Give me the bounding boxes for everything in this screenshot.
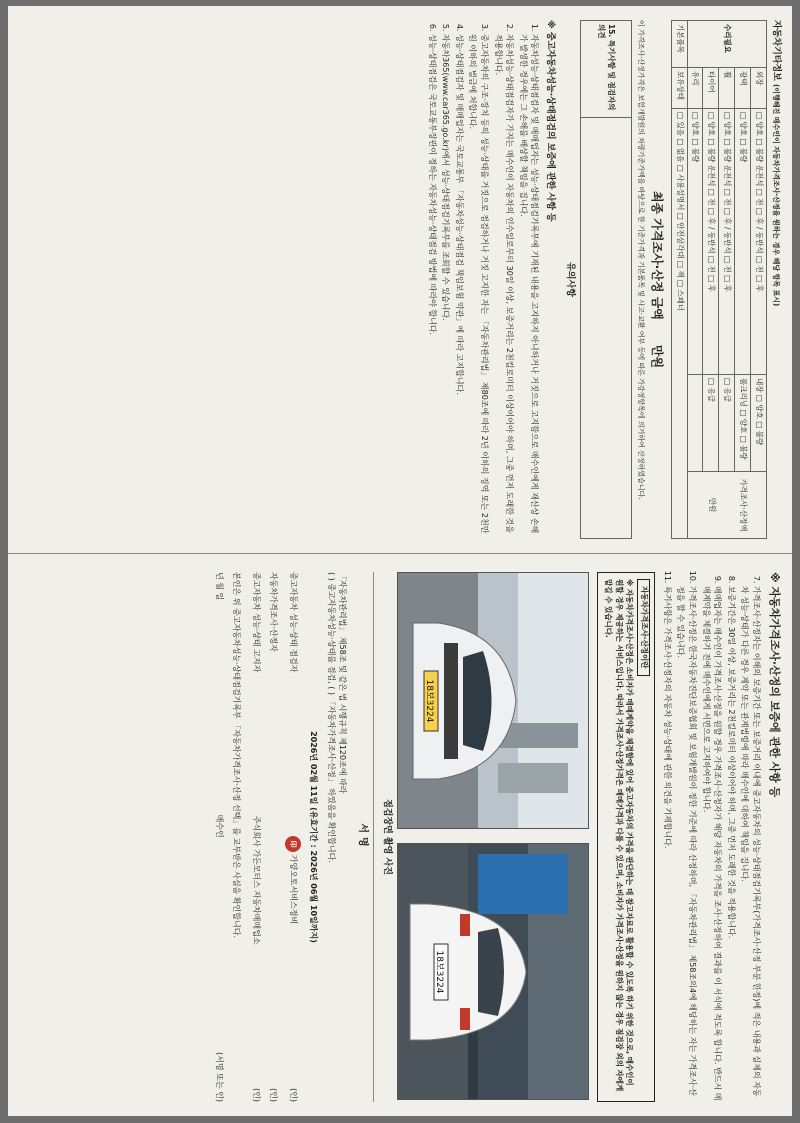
row-options: □ 양호 □ 불량 운전석 □ 전 □ 후 / 동반석 □ 전 □ 후: [751, 109, 767, 375]
table-row: [703, 21, 719, 539]
receipt-date: 년 월 일: [214, 572, 224, 601]
list-item: 11. 특기사항은 가격조사·산정자의 자동차 성능·상태에 관한 의견을 기재합니다.: [661, 586, 673, 1102]
list-item: 10. 가격조사·산정은 한국자동차진단보증협회 및 보험개발원이 정한 기준에 따라 산정하며, 「자동차관리법」 제58조의4에 해당하는 자는 가격조사·산정을 할 수 있습니다.: [675, 586, 698, 1102]
row-name: 타이어: [703, 68, 719, 109]
row-name: 보유상태: [671, 68, 687, 109]
special-notes-table: [580, 20, 632, 539]
signature-law: 「자동차관리법」 제58조 및 같은 법 시행규칙 제120조에 따라: [338, 572, 348, 794]
plate-text-front: 18보3224: [423, 679, 434, 723]
other-info-note: (이행해진 매수인이 자동차가격조사·산정을 원하는 경우 해당 항목 표시): [772, 84, 780, 307]
price-cell: [687, 472, 766, 539]
row-extra: □ 응급: [719, 375, 735, 472]
special-notes-label: 15. 특기사항 및 점검자의 의견: [580, 21, 631, 118]
list-item: 3. 중고자동차의 구조·장치 등의 성능·상태를 거짓으로 점검하거나 거짓 고지한 자는 「자동차관리법」 제80조에 따라 2년 이하의 징역 또는 2천만원 이하의 벌금에 처합니다.: [467, 34, 490, 539]
other-info-title: [769, 20, 782, 539]
signature-confirm: ( ) 중고자동차성능·상태를 점검, ( ) 「자동차가격조사·산정」 하였음을 확인합니다.: [326, 572, 336, 863]
price-survey-callout: [597, 572, 656, 1102]
final-price-unit: 만원: [649, 344, 664, 369]
right-column: [8, 558, 792, 1116]
list-item: 7. 가격조사·산정자는 이해의 보증기간 또는 보증거리 이내에 중고자동차의 성능·상태점검기록부(가격조사·산정 부분 한정)에 적은 내용과 실제의 자동차 성능·상태가 다른 경우 계약 또는 관계법령에 따라 매수인에 대하여 책임을 집니다.: [739, 586, 762, 1102]
price-label: 가격조사·산정액: [738, 478, 748, 532]
plate-text-rear: 18보3224: [433, 950, 444, 994]
final-price-label: 최종 가격조사·산정 금액: [649, 190, 664, 320]
guarantee-list: [661, 572, 762, 1102]
table-row: [735, 21, 751, 539]
other-info-heading: 자동차기타정보: [771, 20, 781, 81]
guarantee-section-title: ※ 자동차가격조사·산정의 보증에 관한 사항 등: [768, 572, 781, 798]
row-options: □ 양호 □ 불량 운전석 □ 전 □ 후 / 동반석 □ 전 □ 후: [703, 109, 719, 375]
table-row: [751, 21, 767, 539]
signer-mark: (인): [251, 1088, 261, 1102]
row-extra: [687, 375, 703, 472]
repair-label: 수리필요: [687, 21, 766, 68]
seal-icon: 印: [285, 836, 301, 852]
buyer-row: [213, 572, 225, 1102]
signature-title: 서명: [354, 572, 374, 1102]
row-name: 휠: [719, 68, 735, 109]
table-row: [580, 21, 631, 539]
inspection-photo-front: [397, 572, 589, 829]
row-extra: 내장 □ 양호 □ 불량: [751, 375, 767, 472]
signer-role: 중고자동차 성능·상태 점검자: [289, 572, 299, 673]
signature-body: [213, 572, 348, 1102]
list-item: 6. 성능·상태점검은 국토교통부장관이 정하는 자동차성능·상태점검 방법에 따라야 합니다.: [426, 34, 438, 539]
signer-role: 중고자동차 성능·상태 고지자: [251, 572, 261, 673]
row-options: □ 양호 □ 불량: [735, 109, 751, 375]
list-item: 9. 매매업자는 매수인이 가격조사·산정을 원할 경우 가격조사·산정자가 해당 자동차의 가격을 조사·산정하여 결과를 이 서식에 적도록 합니다. 반드시 매매계약을 체결하기 전에 매수인에게 서면으로 고지하여야 합니다.: [700, 586, 723, 1102]
notice-intro: ※ 중고자동차성능·상태점검의 보증에 관한 사항 등: [545, 20, 556, 222]
signer-company: 가양오토서비스정비: [289, 854, 299, 925]
receipt-statement: 본인은 위 중고자동차성능·상태점검기록부 「자동차가격조사·산정 선택」를 교부받은 사실을 확인합니다.: [232, 572, 242, 939]
document-page: [8, 6, 792, 1116]
row-extra: □ 응급: [703, 375, 719, 472]
row-name: 외장: [751, 68, 767, 109]
basic-label: 기본품목: [671, 21, 687, 68]
row-options: □ 양호 □ 불량 운전석 □ 전 □ 후 / 동반석 □ 전 □ 후: [719, 109, 735, 375]
car-rear-image: [398, 844, 588, 1099]
car-front-image: [398, 573, 588, 828]
row-name: 유리: [687, 68, 703, 109]
rotated-content: [8, 6, 792, 1116]
repair-checklist-table: [671, 20, 767, 539]
inspection-photos: [397, 572, 589, 1102]
signer-role: 자동차가격조사·산정자: [269, 572, 279, 652]
signer-mark: (인): [289, 1088, 299, 1102]
buyer-mark: (서명 또는 인): [214, 1052, 224, 1102]
row-extra: 룸크리닝 □ 양호 □ 불량: [735, 375, 751, 472]
row-name: 광택: [735, 68, 751, 109]
list-item: 5. 자동차365(www.car365.go.kr)에서 성능·상태점검기록부를 조회할 수 있습니다.: [440, 34, 452, 539]
signer-mark: (인): [269, 1088, 279, 1102]
callout-header: 자동차가격조사·산정이란: [637, 579, 650, 676]
table-row: [671, 21, 687, 539]
left-column: [8, 6, 792, 554]
final-price-title: [647, 20, 664, 539]
row-options: □ 있음 □ 없음 □ 사용설명서 □ 안전삼각대 □ 잭 □ 스패너: [671, 109, 687, 539]
signer-row: [285, 572, 301, 1102]
table-row: [687, 21, 703, 539]
special-notes-content: [580, 118, 631, 539]
signer-row: [268, 572, 280, 1102]
price-unit: 만원: [707, 497, 717, 513]
signer-name: [285, 836, 301, 924]
price-note: 이 가격조사·산정가격은 보험개발원의 차량기준가액을 바탕으로 한 기준가격과 기본품목 및 사고·교환 여부 등에 따른 가감정항목에 의거하여 산정하였습니다.: [637, 20, 646, 500]
signer-row: [250, 572, 262, 1102]
list-item: 2. 자동차성능·상태점검자가 가지는 매수인이 자동차의 인수일로부터 30일 이상, 보증거리는 2천킬로미터 이상이어야 하며, 그중 먼저 도래한 것을 적용합니다.: [492, 34, 515, 539]
row-options: □ 양호 □ 불량: [687, 109, 703, 375]
photo-caption: 점검장면 촬영 사진: [381, 799, 392, 875]
notice-title: 유의사항: [564, 262, 575, 297]
inspection-photo-rear: [397, 843, 589, 1100]
table-row: [719, 21, 735, 539]
list-item: 4. 성능·상태점검자 및 매매업자는 국토교통부 「자동차성능·상태점검 책임보험 약관」에 따라 고지합니다.: [453, 34, 465, 539]
callout-text: ※ 자동차가격조사·산정은 소비자가 매매계약을 체결함에 있어 중고자동차의 가격을 판단하는 데 참고자료로 활용할 수 있도록 하기 위한 것으로, 매수인이 원할 경우 제공하는 서비스입니다. 따라서 가격조사·산정가격은 매매가격과 다를 수 있으며, 소비자가 가격조사·산정을 원하지 않는 경우 점검장 외의 자에게 맡길 수 있습니다.: [603, 579, 635, 1092]
list-item: 1. 자동차성능·상태점검자 및 매매업자는 성능·상태점검기록부에 기재된 내용을 고지하지 아니하거나 거짓으로 고지함으로 매수인에게 재산상 손해가 발생한 경우에는 그 손해를 배상할 책임을 집니다.: [517, 34, 540, 539]
inspection-date: 2026년 02월 11일 (유효기간 : 2026년 06월 10일까지): [309, 731, 319, 943]
buyer-label: 매수인: [214, 814, 224, 838]
list-item: 8. 보증기간은 30일 이상, 보증거리는 2천킬로미터 이상이어야 하며, 그중 먼저 도래한 것을 적용합니다.: [725, 586, 737, 1102]
signer-name: 주식회사 가든모터스 자동차매매업소: [251, 815, 261, 945]
notice-list: [426, 20, 540, 539]
